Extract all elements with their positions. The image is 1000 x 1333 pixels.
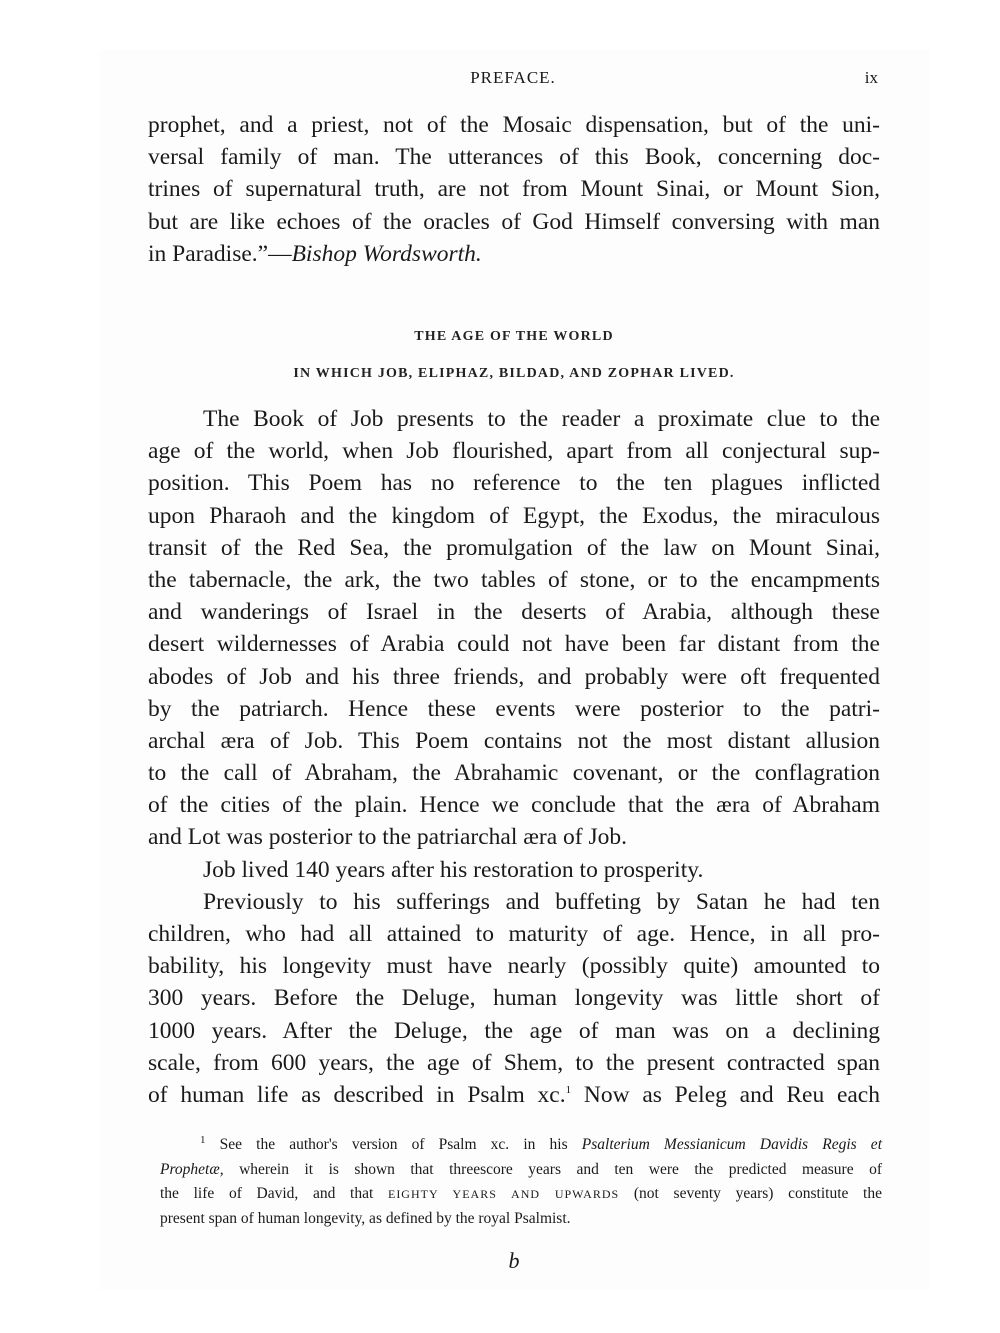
quote-end: in Paradise.”— [148, 240, 292, 267]
page-number: ix [864, 68, 878, 87]
text-line [148, 1079, 880, 1111]
text-line: abodes of Job and his three friends, and probably were oft frequented [148, 663, 880, 690]
text-line: Job lived 140 years after his restoration to prosperity. [203, 856, 704, 883]
text-line: desert wildernesses of Arabia could not have been far distant from the [148, 631, 880, 658]
footnote-line [160, 1158, 882, 1183]
footnote-line [160, 1133, 882, 1158]
text-line: The Book of Job presents to the reader a proximate clue to the [203, 406, 880, 432]
text-line: bability, his longevity must have nearly (possibly quite) amounted to [148, 953, 880, 980]
text-line: but are like echoes of the oracles of God Himself conversing with man [148, 208, 880, 235]
text-segment: Now as Peleg and Reu each [571, 1081, 880, 1108]
text-segment: the life of David, and that [160, 1185, 388, 1202]
text-line: upon Pharaoh and the kingdom of Egypt, the Exodus, the miraculous [148, 502, 880, 529]
footnote-line [160, 1182, 882, 1207]
book-title: Prophetæ, [160, 1160, 224, 1178]
text-line: 300 years. Before the Deluge, human longevity was little short of [148, 985, 880, 1012]
text-segment: of human life as described in Psalm xc. [148, 1081, 566, 1108]
text-segment: wherein it is shown that threescore years and ten were the predicted measure of [223, 1160, 882, 1178]
text-line: transit of the Red Sea, the promulgation of the law on Mount Sinai, [148, 534, 880, 561]
signature-mark: b [508, 1248, 520, 1273]
quote-continuation [148, 109, 880, 270]
text-line: and Lot was posterior to the patriarchal æra of Job. [148, 824, 627, 851]
section-heading-title: THE AGE OF THE WORLD [414, 329, 614, 344]
text-segment: See the author's version of Psalm xc. in his [205, 1136, 582, 1153]
footnote-reference[interactable]: 1 [565, 1084, 572, 1097]
text-line: archal æra of Job. This Poem contains not the most distant allusion [148, 727, 880, 754]
text-line: and wanderings of Israel in the deserts of Arabia, although these [148, 599, 880, 626]
footnote-marker: 1 [200, 1133, 206, 1146]
text-line [148, 238, 880, 270]
running-head [148, 68, 878, 92]
running-title: PREFACE. [470, 68, 556, 87]
footnote-line: present span of human longevity, as defined by the royal Psalmist. [160, 1209, 571, 1227]
quote-attribution: Bishop Wordsworth. [291, 240, 482, 267]
text-line: position. This Poem has no reference to the ten plagues inflicted [148, 470, 880, 497]
text-segment: (not seventy years) constitute the [619, 1185, 882, 1202]
text-line: prophet, and a priest, not of the Mosaic dispensation, but of the uni- [148, 112, 880, 138]
text-line: versal family of man. The utterances of this Book, concerning doc- [148, 144, 880, 171]
smallcaps-phrase: EIGHTY YEARS AND UPWARDS [387, 1187, 620, 1201]
text-line: the tabernacle, the ark, the two tables of stone, or to the encampments [148, 566, 880, 593]
text-line: 1000 years. After the Deluge, the age of man was on a declining [148, 1017, 880, 1044]
text-line: scale, from 600 years, the age of Shem, to the present contracted span [148, 1049, 880, 1076]
section-heading-subtitle: IN WHICH JOB, ELIPHAZ, BILDAD, AND ZOPHAR LIVED. [293, 366, 735, 381]
footnote [160, 1133, 882, 1231]
text-line: Previously to his sufferings and buffeting by Satan he had ten [203, 888, 880, 915]
text-line: children, who had all attained to maturity of age. Hence, in all pro- [148, 921, 880, 947]
text-line: of the cities of the plain. Hence we conclude that the æra of Abraham [148, 792, 880, 819]
text-line: trines of supernatural truth, are not from Mount Sinai, or Mount Sion, [148, 176, 880, 203]
text-line: age of the world, when Job flourished, apart from all conjectural sup- [148, 438, 880, 465]
book-title: Psalterium Messianicum Davidis Regis et [581, 1136, 882, 1153]
body-text [148, 403, 880, 1111]
text-line: to the call of Abraham, the Abrahamic covenant, or the conflagration [148, 760, 880, 787]
text-line: by the patriarch. Hence these events were posterior to the patri- [148, 695, 880, 722]
